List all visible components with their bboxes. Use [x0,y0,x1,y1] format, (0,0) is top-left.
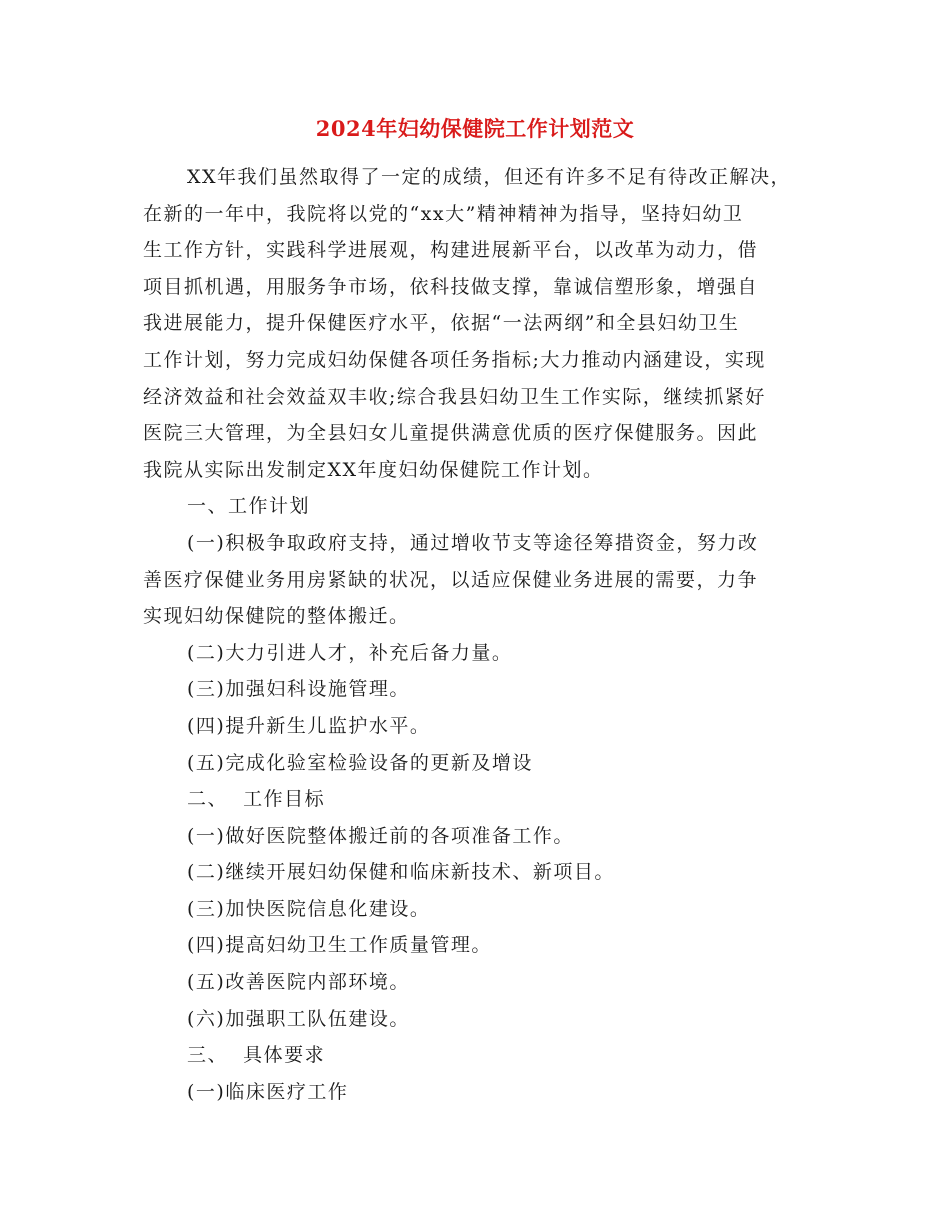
intro-line: 医院三大管理，为全县妇女儿童提供满意优质的医疗保健服务。因此 [143,422,759,445]
list-item-line: 善医疗保健业务用房紧缺的状况，以适应保健业务进展的需要，力争 [143,568,759,591]
section-heading: 二、 工作目标 [187,788,326,811]
list-item: (六)加强职工队伍建设。 [187,1007,410,1030]
list-item: (二)继续开展妇幼保健和临床新技术、新项目。 [187,861,615,884]
list-item: (一)做好医院整体搬迁前的各项准备工作。 [187,824,574,847]
document-body [143,159,813,1110]
list-item-line: 实现妇幼保健院的整体搬迁。 [143,605,410,628]
intro-line: 经济效益和社会效益双丰收;综合我县妇幼卫生工作实际，继续抓紧好 [143,385,766,408]
intro-line: 生工作方针，实践科学进展观，构建进展新平台，以改革为动力，借 [143,239,759,262]
section-heading: 三、 具体要求 [187,1044,326,1067]
document-title: 2024年妇幼保健院工作计划范文 [315,116,635,141]
list-item: (四)提高妇幼卫生工作质量管理。 [187,934,492,957]
intro-line: 在新的一年中，我院将以党的“xx大”精神精神为指导，坚持妇幼卫 [143,202,744,225]
intro-line: XX年我们虽然取得了一定的成绩，但还有许多不足有待改正解决， [187,166,792,188]
intro-line: 工作计划，努力完成妇幼保健各项任务指标;大力推动内涵建设，实现 [143,348,766,371]
intro-line: 我进展能力，提升保健医疗水平，依据“一法两纲”和全县妇幼卫生 [143,312,740,335]
list-item: (一)临床医疗工作 [187,1080,349,1103]
list-item: (三)加快医院信息化建设。 [187,897,431,920]
section-heading: 一、工作计划 [187,495,311,518]
list-item: (二)大力引进人才，补充后备力量。 [187,641,513,664]
intro-line: 项目抓机遇，用服务争市场，依科技做支撑，靠诚信塑形象，增强自 [143,275,759,298]
intro-line: 我院从实际出发制定XX年度妇幼保健院工作计划。 [143,458,604,481]
list-item-line: (一)积极争取政府支持，通过增收节支等途径筹措资金，努力改 [187,531,759,554]
list-item: (四)提升新生儿监护水平。 [187,714,431,737]
list-item: (五)改善医院内部环境。 [187,971,410,994]
list-item: (三)加强妇科设施管理。 [187,678,410,701]
list-item: (五)完成化验室检验设备的更新及增设 [187,751,533,774]
